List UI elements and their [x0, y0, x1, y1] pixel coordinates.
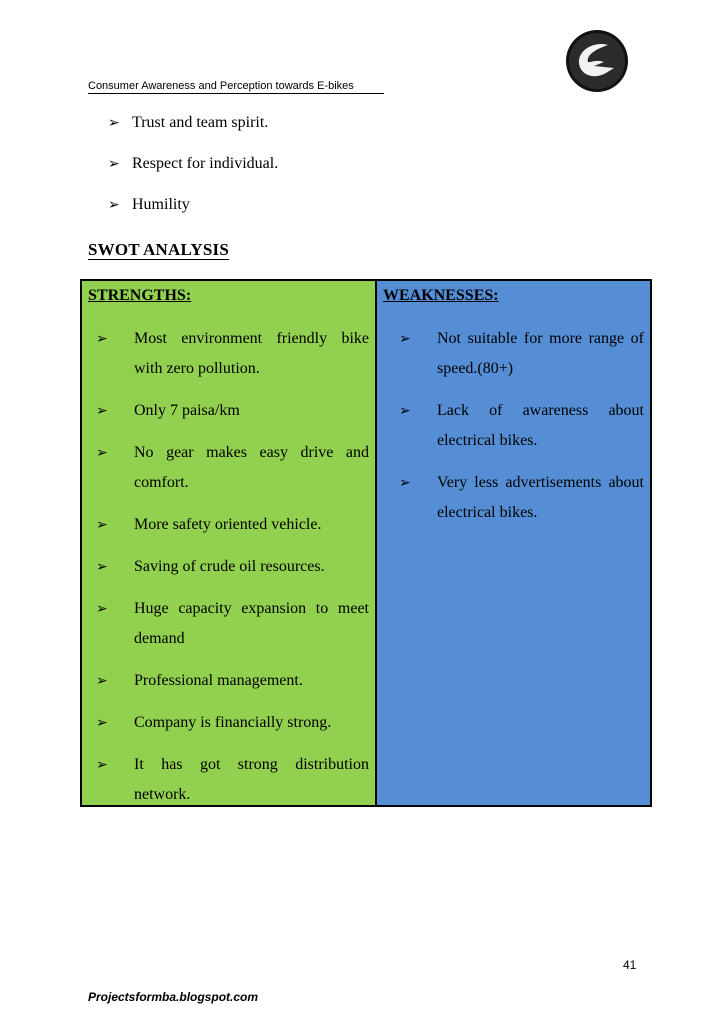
- list-item: ➢ Respect for individual.: [108, 155, 279, 172]
- list-item: ➢ Professional management.: [96, 666, 369, 696]
- list-item: ➢ No gear makes easy drive and comfort.: [96, 438, 369, 498]
- list-item: ➢ Saving of crude oil resources.: [96, 552, 369, 582]
- list-item: ➢ Only 7 paisa/km: [96, 396, 369, 426]
- arrow-bullet-icon: ➢: [399, 475, 411, 491]
- arrow-bullet-icon: ➢: [399, 403, 411, 419]
- arrow-bullet-icon: ➢: [96, 403, 108, 419]
- weaknesses-column: [377, 281, 650, 805]
- list-item: ➢ Company is financially strong.: [96, 708, 369, 738]
- weaknesses-heading: WEAKNESSES:: [383, 287, 499, 304]
- arrow-bullet-icon: ➢: [108, 197, 120, 213]
- strengths-column: [82, 281, 377, 805]
- header-title: Consumer Awareness and Perception towards E-bikes: [88, 80, 384, 94]
- list-item: ➢ Humility: [108, 196, 190, 213]
- strengths-heading: STRENGTHS:: [88, 287, 192, 304]
- weaknesses-list: [399, 324, 644, 540]
- arrow-bullet-icon: ➢: [96, 757, 108, 773]
- swot-table: [80, 279, 652, 807]
- list-item: ➢ Most environment friendly bike with zero pollution.: [96, 324, 369, 384]
- arrow-bullet-icon: ➢: [96, 331, 108, 347]
- list-item: ➢ It has got strong distribution network.: [96, 750, 369, 810]
- arrow-bullet-icon: ➢: [108, 156, 120, 172]
- list-item: ➢ Trust and team spirit.: [108, 114, 269, 131]
- list-item: ➢ Very less advertisements about electrical bikes.: [399, 468, 644, 528]
- footer-link: Projectsformba.blogspot.com: [88, 990, 259, 1004]
- arrow-bullet-icon: ➢: [108, 115, 120, 131]
- logo-icon: [564, 28, 630, 94]
- intro-list: [108, 113, 278, 236]
- list-item: ➢ More safety oriented vehicle.: [96, 510, 369, 540]
- arrow-bullet-icon: ➢: [399, 331, 411, 347]
- arrow-bullet-icon: ➢: [96, 673, 108, 689]
- list-item: ➢ Huge capacity expansion to meet demand: [96, 594, 369, 654]
- arrow-bullet-icon: ➢: [96, 445, 108, 461]
- arrow-bullet-icon: ➢: [96, 559, 108, 575]
- arrow-bullet-icon: ➢: [96, 601, 108, 617]
- list-item: ➢ Lack of awareness about electrical bikes.: [399, 396, 644, 456]
- strengths-list: [96, 324, 369, 822]
- page-number: 41: [623, 958, 637, 972]
- section-title: SWOT ANALYSIS: [88, 240, 230, 259]
- arrow-bullet-icon: ➢: [96, 517, 108, 533]
- arrow-bullet-icon: ➢: [96, 715, 108, 731]
- list-item: ➢ Not suitable for more range of speed.(80+): [399, 324, 644, 384]
